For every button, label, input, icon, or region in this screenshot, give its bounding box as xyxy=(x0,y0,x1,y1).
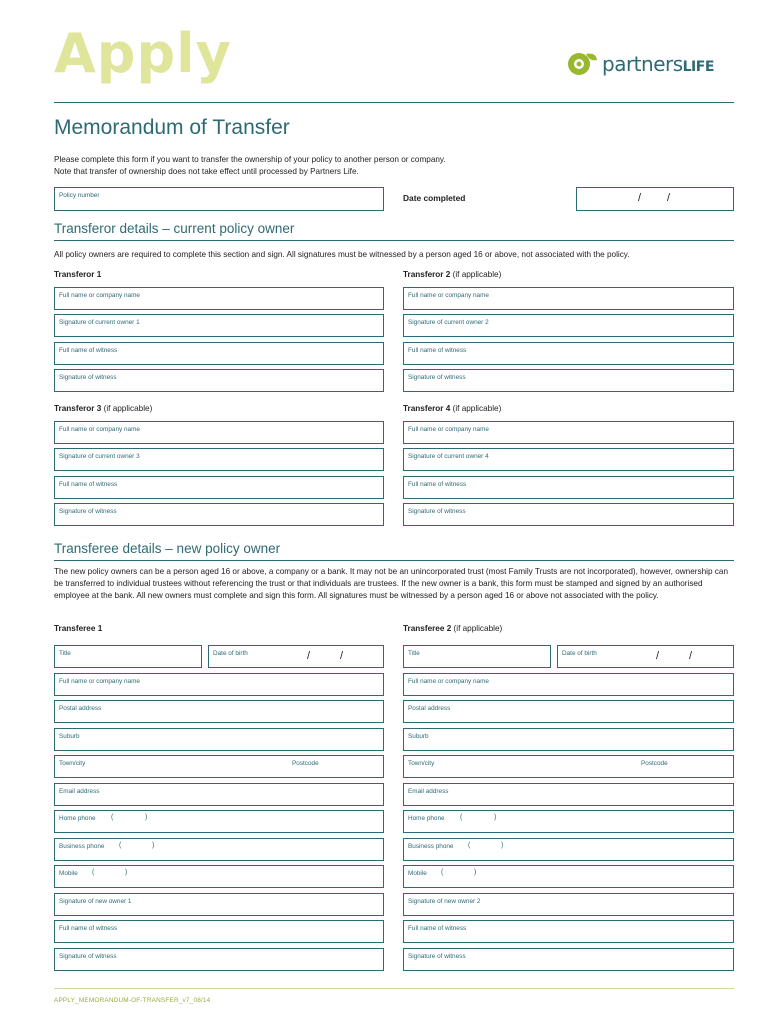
transferee-heading: Transferee details – new policy owner xyxy=(54,541,281,556)
transferee-2-email-field[interactable] xyxy=(403,783,734,806)
transferor-1-label: Transferor 1 xyxy=(54,270,102,279)
page-title: Memorandum of Transfer xyxy=(54,116,290,139)
transferee-1-home-phone-label: Home phone xyxy=(59,815,96,822)
transferee-1-full-name-field[interactable] xyxy=(54,673,384,696)
transferor-3-witness-signature-field[interactable] xyxy=(54,503,384,526)
transferor-2-witness-name-field[interactable] xyxy=(403,342,734,365)
transferor-2-heading xyxy=(403,270,501,279)
transferee-1-home-phone-field[interactable] xyxy=(54,810,384,833)
transferee-2-postal-field[interactable] xyxy=(403,700,734,723)
transferee-2-home-phone-field[interactable] xyxy=(403,810,734,833)
transferee-1-heading xyxy=(54,624,102,633)
transferor-1-full-name-label: Full name or company name xyxy=(59,292,140,299)
transferor-3-witness-signature-label: Signature of witness xyxy=(59,508,117,515)
transferee-1-home-phone-open-paren: ( xyxy=(111,814,114,821)
transferee-1-email-label: Email address xyxy=(59,788,100,795)
date-slash-1: / xyxy=(638,192,642,204)
intro-line-2: Note that transfer of ownership does not take effect until processed by Partners Life. xyxy=(54,167,359,176)
transferee-2-mobile-open-paren: ( xyxy=(441,869,444,876)
transferee-1-postcode-label: Postcode xyxy=(292,760,319,767)
transferee-1-dob-field[interactable] xyxy=(208,645,384,668)
transferee-1-label: Transferee 1 xyxy=(54,624,103,633)
transferee-1-witness-signature-label: Signature of witness xyxy=(59,953,117,960)
transferee-1-dob-slash-1: / xyxy=(307,650,311,662)
transferor-4-signature-field[interactable] xyxy=(403,448,734,471)
transferee-1-title-label: Title xyxy=(59,650,71,657)
transferee-2-mobile-field[interactable] xyxy=(403,865,734,888)
transferee-2-full-name-field[interactable] xyxy=(403,673,734,696)
transferee-1-suburb-field[interactable] xyxy=(54,728,384,751)
transferor-3-signature-field[interactable] xyxy=(54,448,384,471)
transferor-1-witness-signature-label: Signature of witness xyxy=(59,374,117,381)
transferor-3-label: Transferor 3 xyxy=(54,404,102,413)
footer-divider xyxy=(54,988,734,989)
transferee-2-heading xyxy=(403,624,502,633)
partners-life-logo-icon xyxy=(566,50,598,78)
transferor-4-full-name-label: Full name or company name xyxy=(408,426,489,433)
intro-line-1: Please complete this form if you want to transfer the ownership of your policy to another person or company. xyxy=(54,155,446,164)
transferor-divider xyxy=(54,240,734,241)
transferor-text: All policy owners are required to complete this section and sign. All signatures must be witnessed by a person aged 16 or above, not associated with the policy. xyxy=(54,250,630,259)
transferee-2-business-phone-label: Business phone xyxy=(408,843,454,850)
transferor-3-witness-name-field[interactable] xyxy=(54,476,384,499)
transferor-4-signature-label: Signature of current owner 4 xyxy=(408,453,489,460)
transferor-2-witness-signature-field[interactable] xyxy=(403,369,734,392)
transferor-1-heading xyxy=(54,270,101,279)
transferee-1-dob-label: Date of birth xyxy=(213,650,248,657)
partners-life-logo xyxy=(566,50,714,78)
transferee-2-mobile-close-paren: ) xyxy=(474,869,477,876)
transferee-1-witness-name-label: Full name of witness xyxy=(59,925,118,932)
transferee-1-signature-label: Signature of new owner 1 xyxy=(59,898,132,905)
transferor-2-full-name-field[interactable] xyxy=(403,287,734,310)
policy-number-field[interactable] xyxy=(54,187,384,211)
transferor-2-label: Transferor 2 xyxy=(403,270,451,279)
transferor-1-witness-name-label: Full name of witness xyxy=(59,347,118,354)
logo-text-bold: LIFE xyxy=(682,59,714,75)
transferee-2-dob-slash-1: / xyxy=(656,650,660,662)
transferee-1-business-phone-label: Business phone xyxy=(59,843,105,850)
transferee-2-signature-label: Signature of new owner 2 xyxy=(408,898,481,905)
date-completed-field[interactable] xyxy=(576,187,734,211)
transferee-2-suburb-label: Suburb xyxy=(408,733,429,740)
transferor-4-label: Transferor 4 xyxy=(403,404,451,413)
transferor-4-witness-name-label: Full name of witness xyxy=(408,481,467,488)
transferee-text: The new policy owners can be a person aged 16 or above, a company or a bank. It may not be an unincorporated trust (most Family Trusts are not incorporated), however, ownership can be transferred to individual trustees without referencing the trust or that individuals are trustees. If the new owner is a bank, this form must be stamped and signed by an authorised employee at the bank. All new owners must complete and sign this form. All signatures must be witnessed by a person aged 16 or above not associated with the policy. xyxy=(54,567,729,600)
transferor-2-signature-field[interactable] xyxy=(403,314,734,337)
transferee-1-signature-field[interactable] xyxy=(54,893,384,916)
transferee-divider xyxy=(54,560,734,561)
transferee-2-home-phone-close-paren: ) xyxy=(494,814,497,821)
transferor-3-full-name-label: Full name or company name xyxy=(59,426,140,433)
transferee-2-dob-label: Date of birth xyxy=(562,650,597,657)
transferor-2-witness-name-label: Full name of witness xyxy=(408,347,467,354)
transferee-1-home-phone-close-paren: ) xyxy=(145,814,148,821)
transferor-1-full-name-field[interactable] xyxy=(54,287,384,310)
transferor-3-if-applicable: (if applicable) xyxy=(101,404,153,413)
transferor-4-full-name-field[interactable] xyxy=(403,421,734,444)
transferee-2-home-phone-open-paren: ( xyxy=(460,814,463,821)
transferee-2-signature-field[interactable] xyxy=(403,893,734,916)
policy-number-label: Policy number xyxy=(59,192,100,199)
form-code: APPLY_MEMORANDUM-OF-TRANSFER_v7_08/14 xyxy=(54,997,211,1004)
transferee-1-email-field[interactable] xyxy=(54,783,384,806)
transferor-1-witness-name-field[interactable] xyxy=(54,342,384,365)
apply-heading: Apply xyxy=(54,22,232,85)
transferee-2-dob-slash-2: / xyxy=(689,650,693,662)
transferor-2-signature-label: Signature of current owner 2 xyxy=(408,319,489,326)
transferor-3-witness-name-label: Full name of witness xyxy=(59,481,118,488)
transferee-1-business-phone-close-paren: ) xyxy=(152,842,155,849)
transferee-2-witness-signature-label: Signature of witness xyxy=(408,953,466,960)
transferor-1-signature-field[interactable] xyxy=(54,314,384,337)
transferee-2-home-phone-label: Home phone xyxy=(408,815,445,822)
transferee-2-email-label: Email address xyxy=(408,788,449,795)
transferor-4-witness-name-field[interactable] xyxy=(403,476,734,499)
transferee-2-business-phone-field[interactable] xyxy=(403,838,734,861)
transferee-2-postcode-label: Postcode xyxy=(641,760,668,767)
transferee-1-town-label: Town/city xyxy=(59,760,86,767)
transferee-1-dob-slash-2: / xyxy=(340,650,344,662)
transferor-2-if-applicable: (if applicable) xyxy=(450,270,502,279)
transferor-1-signature-label: Signature of current owner 1 xyxy=(59,319,140,326)
transferee-1-postal-label: Postal address xyxy=(59,705,102,712)
transferee-2-suburb-field[interactable] xyxy=(403,728,734,751)
transferee-1-witness-signature-field[interactable] xyxy=(54,948,384,971)
transferor-1-witness-signature-field[interactable] xyxy=(54,369,384,392)
logo-text-main: partners xyxy=(602,52,683,76)
transferee-1-mobile-label: Mobile xyxy=(59,870,78,877)
transferee-2-business-phone-open-paren: ( xyxy=(468,842,471,849)
transferee-2-town-label: Town/city xyxy=(408,760,435,767)
transferee-1-mobile-close-paren: ) xyxy=(125,869,128,876)
transferee-2-witness-name-field[interactable] xyxy=(403,920,734,943)
transferee-1-mobile-field[interactable] xyxy=(54,865,384,888)
transferee-2-mobile-label: Mobile xyxy=(408,870,427,877)
date-completed-label: Date completed xyxy=(403,193,466,203)
transferee-1-business-phone-field[interactable] xyxy=(54,838,384,861)
transferee-2-if-applicable: (if applicable) xyxy=(451,624,503,633)
transferee-1-title-field[interactable] xyxy=(54,645,202,668)
transferee-1-suburb-label: Suburb xyxy=(59,733,80,740)
transferor-2-full-name-label: Full name or company name xyxy=(408,292,489,299)
transferor-2-witness-signature-label: Signature of witness xyxy=(408,374,466,381)
intro-text xyxy=(54,154,654,178)
transferee-2-witness-name-label: Full name of witness xyxy=(408,925,467,932)
transferor-heading: Transferor details – current policy owner xyxy=(54,221,295,236)
transferor-3-heading xyxy=(54,404,152,413)
header-divider xyxy=(54,102,734,103)
transferor-3-full-name-field[interactable] xyxy=(54,421,384,444)
transferee-2-business-phone-close-paren: ) xyxy=(501,842,504,849)
transferor-4-if-applicable: (if applicable) xyxy=(450,404,502,413)
transferee-1-business-phone-open-paren: ( xyxy=(119,842,122,849)
transferor-4-heading xyxy=(403,404,501,413)
transferee-2-witness-signature-field[interactable] xyxy=(403,948,734,971)
transferee-1-mobile-open-paren: ( xyxy=(92,869,95,876)
transferor-4-witness-signature-field[interactable] xyxy=(403,503,734,526)
transferee-1-town-field[interactable] xyxy=(54,755,384,778)
transferee-1-witness-name-field[interactable] xyxy=(54,920,384,943)
date-slash-2: / xyxy=(667,192,671,204)
transferor-3-signature-label: Signature of current owner 3 xyxy=(59,453,140,460)
transferee-2-postal-label: Postal address xyxy=(408,705,451,712)
transferee-1-full-name-label: Full name or company name xyxy=(59,678,140,685)
transferee-2-town-field[interactable] xyxy=(403,755,734,778)
transferee-2-label: Transferee 2 xyxy=(403,624,452,633)
transferee-2-full-name-label: Full name or company name xyxy=(408,678,489,685)
transferee-1-postal-field[interactable] xyxy=(54,700,384,723)
transferee-2-title-label: Title xyxy=(408,650,420,657)
transferee-2-title-field[interactable] xyxy=(403,645,551,668)
transferee-2-dob-field[interactable] xyxy=(557,645,734,668)
transferor-4-witness-signature-label: Signature of witness xyxy=(408,508,466,515)
